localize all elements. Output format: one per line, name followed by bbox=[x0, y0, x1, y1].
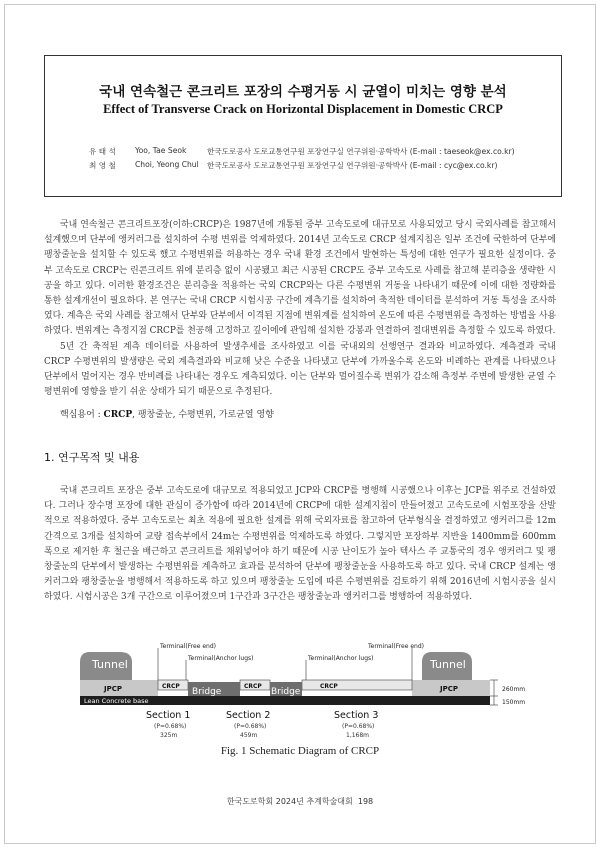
author-affiliation: 한국도로공사 도로교통연구원 포장연구실 연구위원·공학박사 (E-mail : taeseok@ex.co.kr) bbox=[207, 147, 515, 156]
section-length: 459m bbox=[240, 732, 258, 739]
keywords bbox=[60, 407, 274, 420]
crcp-slab-3 bbox=[302, 680, 412, 690]
jpcp-right-label: JPCP bbox=[440, 685, 459, 693]
keywords-label: 핵심용어 : bbox=[60, 410, 104, 420]
bridge-label: Bridge bbox=[192, 687, 222, 697]
tunnel-left-label: Tunnel bbox=[92, 658, 128, 671]
section-length: 1,168m bbox=[346, 732, 370, 739]
title-english: Effect of Transverse Crack on Horizontal Displacement in Domestic CRCP bbox=[103, 102, 503, 116]
title-box bbox=[44, 55, 562, 197]
section-paragraph: 국내 콘크리트 포장은 중부 고속도로에 대규모로 적용되었고 JCP와 CRCP를 병행해 시공했으나 이후는 JCP를 위주로 건설하였다. 그러나 장수명 포장에 대한 관심이 증가함에 따라 2014년에 CRCP에 대한 설계지침이 만들어졌고 고속도로에 시험포장을 산발적으로 적용하였다. 중부 고속도로는 최초 적용에 필요한 설계를 위해 국외자료를 참고하여 단부형식을 결정하였고 앵커러그를 12m 간격으로 3개를 설치하여 교량 접속부에서 24m는 수평변위를 억제하도록 하였다. 그렇지만 포장하부 지반을 1400mm를 600mm폭으로 제거한 후 철근을 배근하고 콘크리트를 채워넣어야 하기 때문에 시공 난이도가 높아 텍사스 주 교통국의 경우 앵커러그 및 팽창줄눈의 단부에서 발생하는 수평변위를 계측하고 효과를 분석하여 단부에 팽창줄눈을 사용하도록 하고 있다. 국내 CRCP 설계는 앵커러그와 팽창줄눈을 병행해서 적용하도록 하고 있으며 팽창줄눈 도입에 따른 수평변위를 검토하기 위해 2016년에 시험시공을 실시하였다. 시험시공은 3개 구간으로 이루어졌으며 1구간과 3구간은 팽창줄눈과 앵커러그를 병행하여 적용하였다. bbox=[44, 486, 556, 603]
title-korean: 국내 연속철근 콘크리트 포장의 수평거동 시 균열이 미치는 영향 분석 bbox=[99, 84, 507, 100]
conference-name: 한국도로학회 2024년 추계학술대회 bbox=[226, 797, 353, 806]
section-slope: (P=0.68%) bbox=[342, 723, 375, 730]
author-name-ko: 최 영 철 bbox=[89, 161, 116, 170]
author-name-en: Choi, Yeong Chul bbox=[135, 160, 199, 169]
crcp-schematic-diagram bbox=[40, 640, 560, 740]
lean-base-label: Lean Concrete base bbox=[84, 697, 149, 705]
dim-150: 150mm bbox=[502, 699, 526, 706]
section-slope: (P=0.68%) bbox=[154, 723, 187, 730]
dim-260: 260mm bbox=[502, 686, 526, 693]
keywords-rest: , 팽창줄눈, 수평변위, 가로균열 영향 bbox=[132, 410, 274, 420]
crcp-label: CRCP bbox=[162, 683, 180, 690]
crcp-label: CRCP bbox=[244, 683, 262, 690]
terminal-free-label: Terminal(Free end) bbox=[160, 643, 216, 650]
terminal-anchor-label: Terminal(Anchor lugs) bbox=[188, 655, 254, 662]
jpcp-left-label: JPCP bbox=[104, 685, 123, 693]
section-name: Section 3 bbox=[334, 710, 379, 721]
section-name: Section 2 bbox=[226, 710, 271, 721]
section-heading: 1. 연구목적 및 내용 bbox=[44, 451, 140, 464]
section-body bbox=[44, 484, 556, 606]
tunnel-right-label: Tunnel bbox=[430, 658, 466, 671]
crcp-label: CRCP bbox=[320, 683, 338, 690]
terminal-free-label: Terminal(Free end) bbox=[368, 643, 424, 650]
section-slope: (P=0.68%) bbox=[234, 723, 267, 730]
keyword-crcp: CRCP bbox=[103, 410, 133, 420]
abstract-paragraph: 5년 간 축적된 계측 데이터를 사용하여 발생추세를 조사하였고 이를 국내외의 선행연구 결과와 비교하였다. 계측결과 국내 CRCP 수평변위의 발생량은 국외 계측결과와 비교해 낮은 수준을 나타냈고 단부에 가까울수록 온도와 비례하는 관계를 나타냈으나 단부에서 멀어지는 경우 반비례를 나타내는 경우도 계측되었다. 이는 단부와 멀어질수록 변위가 감소해 측정부 주변에 발생한 균열 수평변위에 영향을 받기 쉬운 상태가 되기 때문으로 추정된다. bbox=[44, 341, 556, 398]
terminal-anchor-label: Terminal(Anchor lugs) bbox=[308, 655, 374, 662]
abstract-paragraph: 국내 연속철근 콘크리트포장(이하:CRCP)은 1987년에 개통된 중부 고속도로에 대규모로 사용되었고 당시 국외사례를 참고해서 설계했으며 단부에 앵커러그를 설치하여 수평 변위를 억제하였다. 2014년 고속도로 CRCP 설계지침은 일부 조건에 국한하여 단부에 팽창줄눈을 설치할 수 있도록 했고 수평변위를 허용하는 경우 국내 환경 조건에서 발현하는 특성에 대한 연구가 필요한 실정이다. 중부 고속도로 CRCP는 린콘크리트 위에 분리층 없이 시공됐고 최근 시공된 CRCP도 중부 고속도로 사례를 참고해 분리층을 생략한 시공을 하고 있다. 이러한 환경조건은 분리층을 적용하는 국외 CRCP와는 다른 수평변위 거동을 나타내기 때문에 이에 대한 정량화를 통한 설계개선이 필요하다. 본 연구는 국내 CRCP 시험시공 구간에 계측기를 설치하여 축적한 데이터를 분석하여 거동 특성을 조사하였다. 계측은 국외 사례를 참고해서 단부와 단부에서 이격된 지점에 변위계를 설치하여 온도에 따른 수평변위를 측정하는 방법을 사용하였다. 변위계는 측정지점 CRCP를 천공해 고정하고 깊이에에 관입해 설치한 강봉과 연결하여 절대변위를 측정할 수 있도록 하였다. bbox=[44, 220, 556, 337]
page-footer bbox=[0, 796, 600, 807]
author-name-en: Yoo, Tae Seok bbox=[135, 146, 187, 155]
bridge-label: Bridge bbox=[271, 687, 301, 697]
abstract bbox=[44, 218, 556, 400]
page-number: 198 bbox=[357, 797, 374, 806]
author-affiliation: 한국도로공사 도로교통연구원 포장연구실 연구위원·공학박사 (E-mail : cyc@ex.co.kr) bbox=[207, 161, 498, 170]
section-name: Section 1 bbox=[146, 710, 191, 721]
section-length: 325m bbox=[160, 732, 178, 739]
author-name-ko: 유 태 석 bbox=[89, 147, 116, 156]
figure-caption: Fig. 1 Schematic Diagram of CRCP bbox=[220, 745, 380, 757]
